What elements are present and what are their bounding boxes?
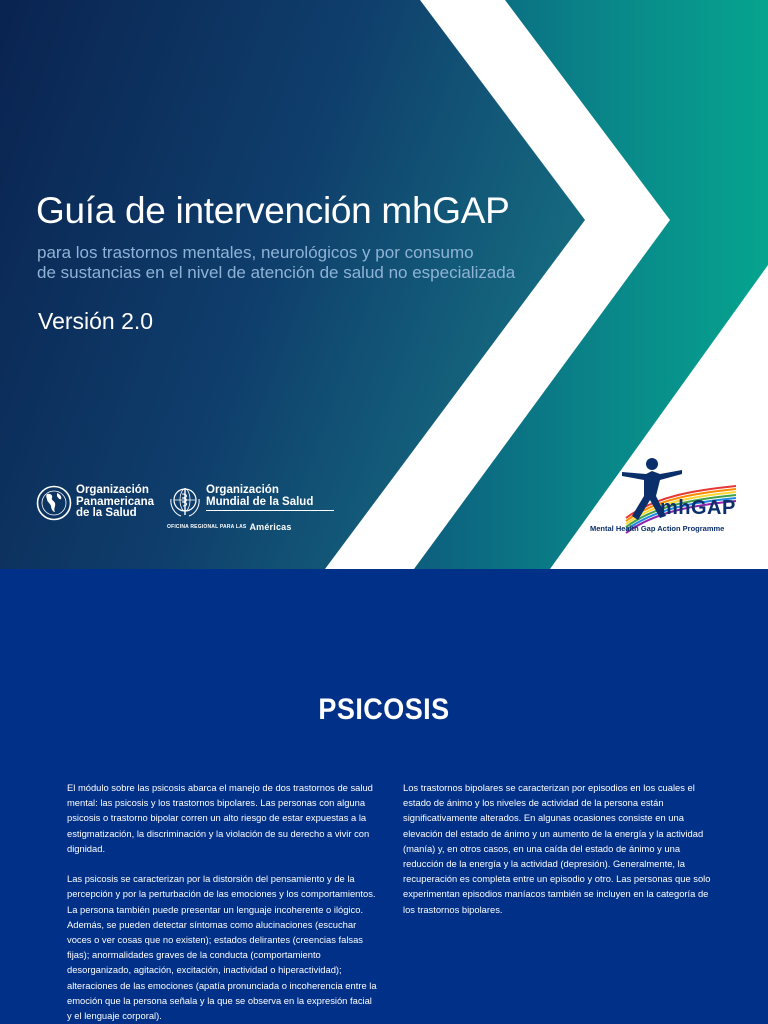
mhgap-wordmark: mhGAP xyxy=(660,497,736,519)
paho-name-line: de la Salud xyxy=(76,507,137,519)
mhgap-tagline: Mental Health Gap Action Programme xyxy=(590,524,725,533)
who-emblem-icon xyxy=(167,485,203,519)
cover-subtitle-line: para los trastornos mentales, neurológicos y por consumo xyxy=(37,243,474,262)
paho-logo xyxy=(36,485,154,521)
cover-version: Versión 2.0 xyxy=(38,308,154,334)
who-name-line: Mundial de la Salud xyxy=(206,495,314,508)
who-divider xyxy=(206,510,334,511)
who-name xyxy=(206,485,334,511)
paragraph: Las psicosis se caracterizan por la distorsión del pensamiento y de la percepción y por la perturbación de las emociones y los comportamientos. La persona también puede presentar un lenguaje incoherente o ilógico. Además, se pueden detectar síntomas como alucinaciones (escuchar voces o ver cosas que no existen); estados delirantes (creencias falsas fijas); anormalidades graves de la conducta (comportamiento desorganizado, agitación, excitación, inactividad o hiperactividad); alteraciones de las emociones (apatía pronunciada o incoherencia entre la emoción que la persona señala y la que se observa en la expresión facial y el lenguaje corporal). xyxy=(67,873,377,1022)
who-name-line: Organización xyxy=(206,484,279,496)
paho-emblem-icon xyxy=(36,485,72,521)
who-logo xyxy=(167,485,334,519)
psicosis-section xyxy=(0,569,768,1024)
cover-subtitle xyxy=(37,243,515,283)
paragraph: Los trastornos bipolares se caracterizan por episodios en los cuales el estado de ánimo y los niveles de actividad de la persona están significativamente alterados. En algunas ocasiones consiste en una elevación del estado de ánimo y un aumento de la energía y la actividad (manía) y, en otros casos, en una caída del estado de ánimo y una reducción de la energía y la actividad (depresión). Generalmente, la recuperación es completa entre un episodio y otro. Las personas que solo experimentan episodios maníacos también se incluyen en la categoría de los trastornos bipolares. xyxy=(403,782,711,915)
paho-name-line: Organización xyxy=(76,484,149,496)
who-regional xyxy=(167,522,292,532)
cover-title: Guía de intervención mhGAP xyxy=(36,190,510,231)
paragraph: El módulo sobre las psicosis abarca el manejo de dos trastornos de salud mental: las psicosis y los trastornos bipolares. Las personas con alguna psicosis o trastorno bipolar corren un alto riesgo de estar expuestas a la estigmatización, la discriminación y la violación de su derecho a vivir con dignidad. xyxy=(67,782,373,854)
right-column xyxy=(403,780,713,932)
who-region-label: Américas xyxy=(249,522,292,532)
who-regional-line xyxy=(167,519,292,532)
paho-name-line: Panamericana xyxy=(76,495,154,508)
cover-subtitle-line: de sustancias en el nivel de atención de salud no especializada xyxy=(37,263,516,282)
who-regional-label: OFICINA REGIONAL PARA LAS xyxy=(167,524,247,530)
left-column xyxy=(67,780,377,1024)
paho-name xyxy=(76,485,154,520)
section-title: PSICOSIS xyxy=(318,693,450,726)
